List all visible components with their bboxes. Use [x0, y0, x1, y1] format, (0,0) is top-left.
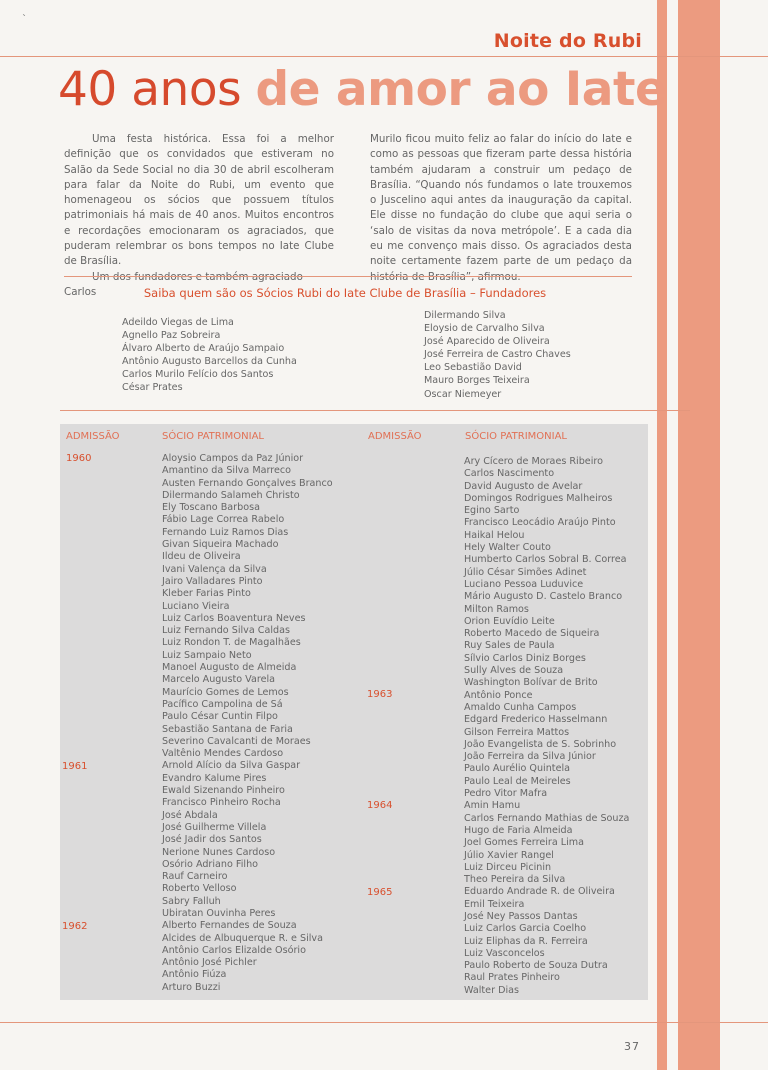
- member-name: Amantino da Silva Marreco: [162, 465, 292, 477]
- founder-name: Álvaro Alberto de Araújo Sampaio: [122, 343, 285, 355]
- member-name: Luiz Carlos Garcia Coelho: [464, 923, 587, 935]
- member-name: Jairo Valladares Pinto: [162, 575, 263, 587]
- member-name: Dilermando Salameh Christo: [162, 489, 300, 501]
- member-name: Ubiratan Ouvinha Peres: [162, 907, 276, 919]
- member-name: Arturo Buzzi: [162, 981, 221, 993]
- member-name: Edgard Frederico Hasselmann: [464, 714, 608, 726]
- founder-name: Leo Sebastião David: [424, 362, 522, 374]
- member-name: Ely Toscano Barbosa: [162, 502, 260, 514]
- member-name: Manoel Augusto de Almeida: [162, 662, 297, 674]
- member-name: Egino Sarto: [464, 505, 520, 517]
- member-name: Milton Ramos: [464, 603, 529, 615]
- member-name: Domingos Rodrigues Malheiros: [464, 492, 613, 504]
- member-name: Givan Siqueira Machado: [162, 539, 279, 551]
- member-name: Pacífico Campolina de Sá: [162, 698, 283, 710]
- member-name: Ewald Sizenando Pinheiro: [162, 785, 285, 797]
- member-name: Kleber Farias Pinto: [162, 588, 251, 600]
- header-socio-left: SÓCIO PATRIMONIAL: [162, 431, 265, 442]
- member-name: Luciano Vieira: [162, 600, 230, 612]
- member-name: Paulo Roberto de Souza Dutra: [464, 960, 608, 972]
- member-name: Roberto Velloso: [162, 883, 237, 895]
- header-admissao-right: ADMISSÃO: [368, 431, 422, 442]
- member-name: Paulo Leal de Meireles: [464, 775, 571, 787]
- member-name: David Augusto de Avelar: [464, 480, 583, 492]
- founder-name: Oscar Niemeyer: [424, 388, 502, 400]
- member-name: Luiz Vasconcelos: [464, 947, 545, 959]
- member-name: José Guilherme Villela: [162, 821, 267, 833]
- year-label: 1963: [367, 689, 393, 700]
- member-name: Júlio Xavier Rangel: [464, 849, 554, 861]
- member-name: Marcelo Augusto Varela: [162, 674, 276, 686]
- member-name: João Evangelista de S. Sobrinho: [464, 738, 617, 750]
- year-label: 1961: [62, 761, 88, 772]
- member-name: José Jadir dos Santos: [162, 834, 262, 846]
- member-name: Haikal Helou: [464, 529, 525, 541]
- member-name: Ruy Sales de Paula: [464, 640, 555, 652]
- section-title: Noite do Rubi: [493, 30, 642, 52]
- member-name: Walter Dias: [464, 984, 520, 996]
- founder-name: Antônio Augusto Barcellos da Cunha: [122, 356, 297, 368]
- member-name: Mário Augusto D. Castelo Branco: [464, 591, 623, 603]
- member-name: Júlio César Simões Adinet: [464, 566, 587, 578]
- member-name: Gilson Ferreira Mattos: [464, 726, 570, 738]
- member-name: Paulo César Cuntin Filpo: [162, 711, 278, 723]
- member-name: José Abdala: [162, 809, 218, 821]
- founder-name: Adeildo Viegas de Lima: [122, 317, 234, 328]
- article-rule: [64, 276, 632, 277]
- member-name: José Ney Passos Dantas: [464, 910, 578, 922]
- year-label: 1964: [367, 800, 393, 811]
- member-name: João Ferreira da Silva Júnior: [464, 751, 596, 763]
- members-list-left: [162, 453, 333, 994]
- member-name: Francisco Leocádio Araújo Pinto: [464, 517, 616, 529]
- member-name: Osório Adriano Filho: [162, 858, 259, 870]
- member-name: Maurício Gomes de Lemos: [162, 686, 289, 698]
- member-name: Paulo Aurélio Quintela: [464, 763, 571, 775]
- member-name: Sílvio Carlos Diniz Borges: [464, 652, 586, 664]
- founder-name: César Prates: [122, 382, 183, 394]
- footer-rule: [0, 1022, 768, 1023]
- member-name: Joel Gomes Ferreira Lima: [464, 837, 584, 849]
- members-list-right: [464, 456, 629, 997]
- member-name: Amin Hamu: [464, 800, 521, 812]
- founder-name: Mauro Borges Teixeira: [424, 375, 530, 387]
- founders-list-2: [424, 309, 571, 401]
- member-name: Theo Pereira da Silva: [464, 874, 566, 886]
- member-name: Fernando Luiz Ramos Dias: [162, 526, 289, 538]
- article-paragraph: Uma festa histórica. Essa foi a melhor definição que os convidados que estiveram no Salão da Sede Social no dia 30 de abril escolheram para falar da Noite do Rubi, um evento que homenageou os sócios que possuem títulos patrimoniais há mais de 40 anos. Muitos encontros e recordações emocionaram os agraciados, que puderam relembrar os bons tempos no Iate Clube de Brasília.: [64, 133, 334, 268]
- founder-name: Dilermando Silva: [424, 310, 506, 321]
- scan-mark: `: [22, 14, 27, 25]
- member-name: Sebastião Santana de Faria: [162, 723, 293, 735]
- headline: [58, 62, 666, 117]
- member-name: Antônio Carlos Elizalde Osório: [162, 944, 306, 956]
- member-name: Fábio Lage Correa Rabelo: [162, 514, 285, 526]
- founder-name: José Ferreira de Castro Chaves: [424, 349, 571, 361]
- member-name: Luiz Eliphas da R. Ferreira: [464, 935, 588, 947]
- founder-name: José Aparecido de Oliveira: [424, 336, 550, 348]
- founder-name: Eloysio de Carvalho Silva: [424, 323, 545, 335]
- member-name: Ary Cícero de Moraes Ribeiro: [464, 456, 603, 467]
- member-name: Luiz Sampaio Neto: [162, 649, 252, 661]
- header-socio-right: SÓCIO PATRIMONIAL: [465, 431, 568, 442]
- member-name: Antônio Ponce: [464, 689, 533, 701]
- member-name: Francisco Pinheiro Rocha: [162, 797, 281, 809]
- member-name: Raul Prates Pinheiro: [464, 972, 560, 984]
- member-name: Antônio José Pichler: [162, 957, 257, 969]
- member-name: Rauf Carneiro: [162, 871, 228, 883]
- member-name: Luiz Carlos Boaventura Neves: [162, 612, 306, 624]
- founders-list-1: [122, 316, 297, 395]
- member-name: Antônio Fiúza: [162, 969, 227, 981]
- member-name: Alberto Fernandes de Souza: [162, 920, 297, 932]
- member-name: Sabry Falluh: [162, 895, 221, 907]
- member-name: Valtênio Mendes Cardoso: [162, 748, 284, 760]
- member-name: Humberto Carlos Sobral B. Correa: [464, 554, 627, 566]
- decorative-stripe-narrow: [657, 0, 667, 1070]
- member-name: Alcides de Albuquerque R. e Silva: [162, 932, 323, 944]
- member-name: Sully Alves de Souza: [464, 665, 564, 677]
- member-name: Nerione Nunes Cardoso: [162, 846, 276, 858]
- headline-part2: de amor ao Iate: [255, 62, 667, 117]
- founders-title: Saiba quem são os Sócios Rubi do Iate Clube de Brasília – Fundadores: [143, 286, 547, 300]
- decorative-stripe-wide: [678, 0, 720, 1070]
- member-name: Aloysio Campos da Paz Júnior: [162, 453, 304, 464]
- member-name: Luciano Pessoa Luduvice: [464, 578, 584, 590]
- year-label: 1962: [62, 921, 88, 932]
- header-rule: [0, 56, 768, 57]
- member-name: Hely Walter Couto: [464, 542, 551, 554]
- member-name: Emil Teixeira: [464, 898, 525, 910]
- article-paragraph: Carlos: [64, 285, 97, 298]
- member-name: Amaldo Cunha Campos: [464, 701, 577, 713]
- member-name: Severino Cavalcanti de Moraes: [162, 735, 311, 747]
- member-name: Eduardo Andrade R. de Oliveira: [464, 886, 615, 898]
- member-name: Ildeu de Oliveira: [162, 551, 241, 563]
- member-name: Ivani Valença da Silva: [162, 563, 267, 575]
- member-name: Orion Euvídio Leite: [464, 615, 555, 627]
- member-name: Luiz Dirceu Picinin: [464, 861, 552, 873]
- article-paragraph: Murilo ficou muito feliz ao falar do início do Iate e como as pessoas que fizeram parte dessa história também ajudaram a construir um pedaço de Brasília. “Quando nós fundamos o Iate trouxemos o Juscelino aqui antes da inauguração da capital. Ele disse no fundação do clube que aqui seria o ‘salo de visitas da nova metrópole’. E a cada dia eu me convenço mais disso. Os agraciados desta noite certamente fazem parte de um pedaço da: [370, 133, 632, 268]
- member-name: Carlos Nascimento: [464, 468, 555, 480]
- headline-part1: 40 anos: [58, 62, 242, 117]
- member-name: Arnold Alício da Silva Gaspar: [162, 760, 301, 772]
- member-name: Pedro Vitor Mafra: [464, 788, 548, 800]
- member-name: Luiz Fernando Silva Caldas: [162, 625, 290, 637]
- member-name: Hugo de Faria Almeida: [464, 824, 573, 836]
- member-name: Carlos Fernando Mathias de Souza: [464, 812, 630, 824]
- founder-name: Agnello Paz Sobreira: [122, 330, 221, 342]
- year-label: 1960: [66, 453, 92, 464]
- founders-rule: [60, 410, 690, 411]
- founder-name: Carlos Murilo Felício dos Santos: [122, 369, 274, 381]
- article-column-2: [370, 132, 632, 285]
- member-name: Evandro Kalume Pires: [162, 772, 267, 784]
- member-name: Washington Bolívar de Brito: [464, 677, 598, 689]
- page-number: 37: [624, 1040, 640, 1053]
- header-admissao-left: ADMISSÃO: [66, 431, 120, 442]
- member-name: Roberto Macedo de Siqueira: [464, 628, 600, 640]
- year-label: 1965: [367, 887, 393, 898]
- member-name: Austen Fernando Gonçalves Branco: [162, 477, 333, 489]
- member-name: Luiz Rondon T. de Magalhães: [162, 637, 301, 649]
